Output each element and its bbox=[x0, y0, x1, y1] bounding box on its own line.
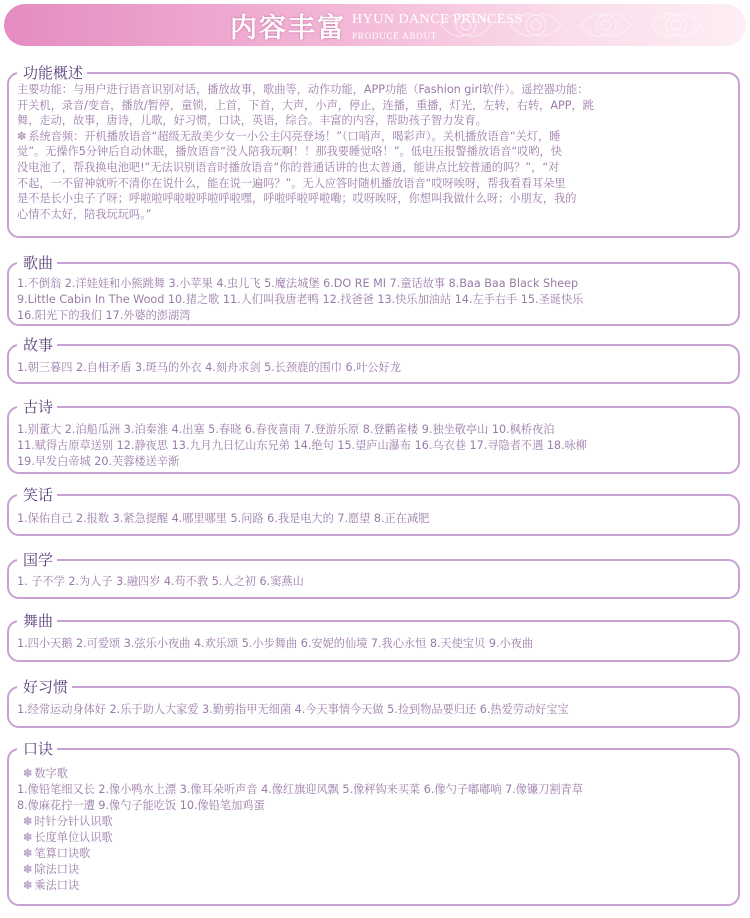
list-line: 8.像麻花拧一遭 9.像勺子能吃饭 10.像铅笔加鸡蛋 bbox=[17, 799, 265, 812]
overview-line: 开关机，录音/变音，播放/暂停，童锁，上首，下首，大声，小声，停止，连播，重播，灯光，左转，右转，APP，跳 bbox=[17, 98, 594, 112]
section-heading: 舞曲 bbox=[17, 609, 57, 633]
flower-bullet-icon: ✽ bbox=[23, 767, 33, 780]
header-banner bbox=[4, 4, 746, 46]
rhyme-group-title: ✽ 除法口诀 bbox=[23, 863, 80, 876]
overview-audio-line: 觉”。无操作5分钟后自动休眠，播放语音“没人陪我玩啊！！那我要睡觉咯！”。低电压报警播放语音“哎哟，快 bbox=[17, 145, 562, 159]
list-line: 1.像铅笔细又长 2.像小鸭水上漂 3.像耳朵听声音 4.像红旗迎风飘 5.像秤钩来买菜 6.像勺子嘟嘟响 7.像镰刀割青草 bbox=[17, 783, 583, 796]
flower-bullet-icon: ✽ bbox=[23, 815, 33, 828]
banner-subtitle-sub: PRODUCE ABOUT bbox=[352, 31, 438, 41]
overview-audio-line: 心情不太好，陪我玩玩吗。” bbox=[17, 207, 152, 221]
list-line: 11.赋得古原草送别 12.静夜思 13.九月九日忆山东兄弟 14.绝句 15.望庐山瀑布 16.乌衣巷 17.寻隐者不遇 18.咏柳 bbox=[17, 439, 587, 452]
list-line: 19.早发白帝城 20.芙蓉楼送辛渐 bbox=[17, 455, 180, 468]
section-heading: 故事 bbox=[17, 333, 57, 357]
rhyme-group-title: ✽ 乘法口诀 bbox=[23, 879, 80, 892]
list-line: 1.保佑自己 2.报数 3.紧急提醒 4.哪里哪里 5.问路 6.我是电大的 7.愿望 8.正在减肥 bbox=[17, 512, 430, 525]
section-rhymes bbox=[7, 740, 740, 906]
section-songs bbox=[7, 254, 740, 326]
rhyme-group-title: ✽ 长度单位认识歌 bbox=[23, 831, 113, 844]
flower-bullet-icon: ✽ bbox=[23, 863, 33, 876]
section-heading: 国学 bbox=[17, 548, 57, 572]
section-poems bbox=[7, 398, 740, 474]
section-jokes bbox=[7, 486, 740, 536]
flower-bullet-icon: ✽ bbox=[17, 129, 27, 143]
overview-audio-line: 不起，一不留神就听不清你在说什么，能在说一遍吗？”。无人应答时随机播放语音“哎呀唉呀，帮我看看耳朵里 bbox=[17, 176, 566, 190]
overview-line: 主要功能：与用户进行语音识别对话，播放故事，歌曲等，动作功能，APP功能（Fashion girl软件）。遥控器功能： bbox=[17, 83, 589, 96]
section-heading: 歌曲 bbox=[17, 251, 57, 275]
section-dance bbox=[7, 612, 740, 662]
overview-audio-line: 是不是长小虫子了呀；呼啦啦呼啦啦呼啦呼啦嘿，呼啦呼啦呼啦嘞；哎呀唉呀，你想叫我做什么呀；小朋友，我的 bbox=[17, 192, 577, 206]
section-heading: 好习惯 bbox=[17, 675, 72, 699]
rhyme-group-title: ✽ 笔算口诀歌 bbox=[23, 847, 91, 860]
flower-bullet-icon: ✽ bbox=[23, 831, 33, 844]
rhyme-group-title: ✽ 时针分针认识歌 bbox=[23, 815, 113, 828]
section-heading: 口诀 bbox=[17, 737, 57, 761]
overview-audio-line: ✽ 系统音频：开机播放语音“超级无敌美少女一小公主闪亮登场！”（口哨声，喝彩声）。关机播放语音“关灯，睡 bbox=[17, 129, 561, 143]
list-line: 1.朝三暮四 2.自相矛盾 3.斑马的外衣 4.刻舟求剑 5.长颈鹿的围巾 6.叶公好龙 bbox=[17, 361, 401, 374]
section-heading: 功能概述 bbox=[17, 61, 87, 85]
section-stories bbox=[7, 336, 740, 384]
list-line: 1.经常运动身体好 2.乐于助人大家爱 3.勤剪指甲无细菌 4.今天事情今天做 5.捡到物品要归还 6.热爱劳动好宝宝 bbox=[17, 703, 569, 716]
list-line: 1. 子不学 2.为人子 3.融四岁 4.苟不教 5.人之初 6.窦燕山 bbox=[17, 575, 304, 588]
banner-subtitle-main: HYUN DANCE PRINCESS bbox=[352, 12, 523, 27]
section-heading: 古诗 bbox=[17, 395, 57, 419]
list-line: 1.别董大 2.泊船瓜洲 3.泊秦淮 4.出塞 5.春晓 6.春夜喜雨 7.登游乐原 8.登鹳雀楼 9.独坐敬亭山 10.枫桥夜泊 bbox=[17, 423, 555, 436]
flower-bullet-icon: ✽ bbox=[23, 847, 33, 860]
list-line: 1.四小天鹅 2.可爱颂 3.弦乐小夜曲 4.欢乐颂 5.小步舞曲 6.安妮的仙境 7.我心永恒 8.天使宝贝 9.小夜曲 bbox=[17, 637, 534, 650]
list-line: 1.不倒翁 2.洋娃娃和小熊跳舞 3.小苹果 4.虫儿飞 5.魔法城堡 6.DO RE MI 7.童话故事 8.Baa Baa Black Sheep bbox=[17, 277, 579, 290]
section-guoxue bbox=[7, 551, 740, 599]
section-overview bbox=[7, 64, 740, 238]
rhyme-group-title: ✽ 数字歌 bbox=[23, 767, 68, 780]
overview-audio-line: 没电池了，帮我换电池吧!”无法识别语音时播放语音“你的普通话讲的也太普通，能讲点比较普通的吗？”，“对 bbox=[17, 160, 560, 174]
list-line: 16.阳光下的我们 17.外婆的澎湖湾 bbox=[17, 309, 191, 322]
overview-line: 舞，走动，故事，唐诗，儿歌，好习惯，口诀，英语，综合。丰富的内容，帮助孩子智力发育。 bbox=[17, 114, 487, 128]
flower-bullet-icon: ✽ bbox=[23, 879, 33, 892]
banner-title: 内容丰富 bbox=[230, 13, 346, 44]
section-heading: 笑话 bbox=[17, 483, 57, 507]
section-habits bbox=[7, 678, 740, 728]
list-line: 9.Little Cabin In The Wood 10.猪之歌 11.人们叫我唐老鸭 12.找爸爸 13.快乐加油站 14.左手右手 15.圣诞快乐 bbox=[17, 293, 584, 306]
